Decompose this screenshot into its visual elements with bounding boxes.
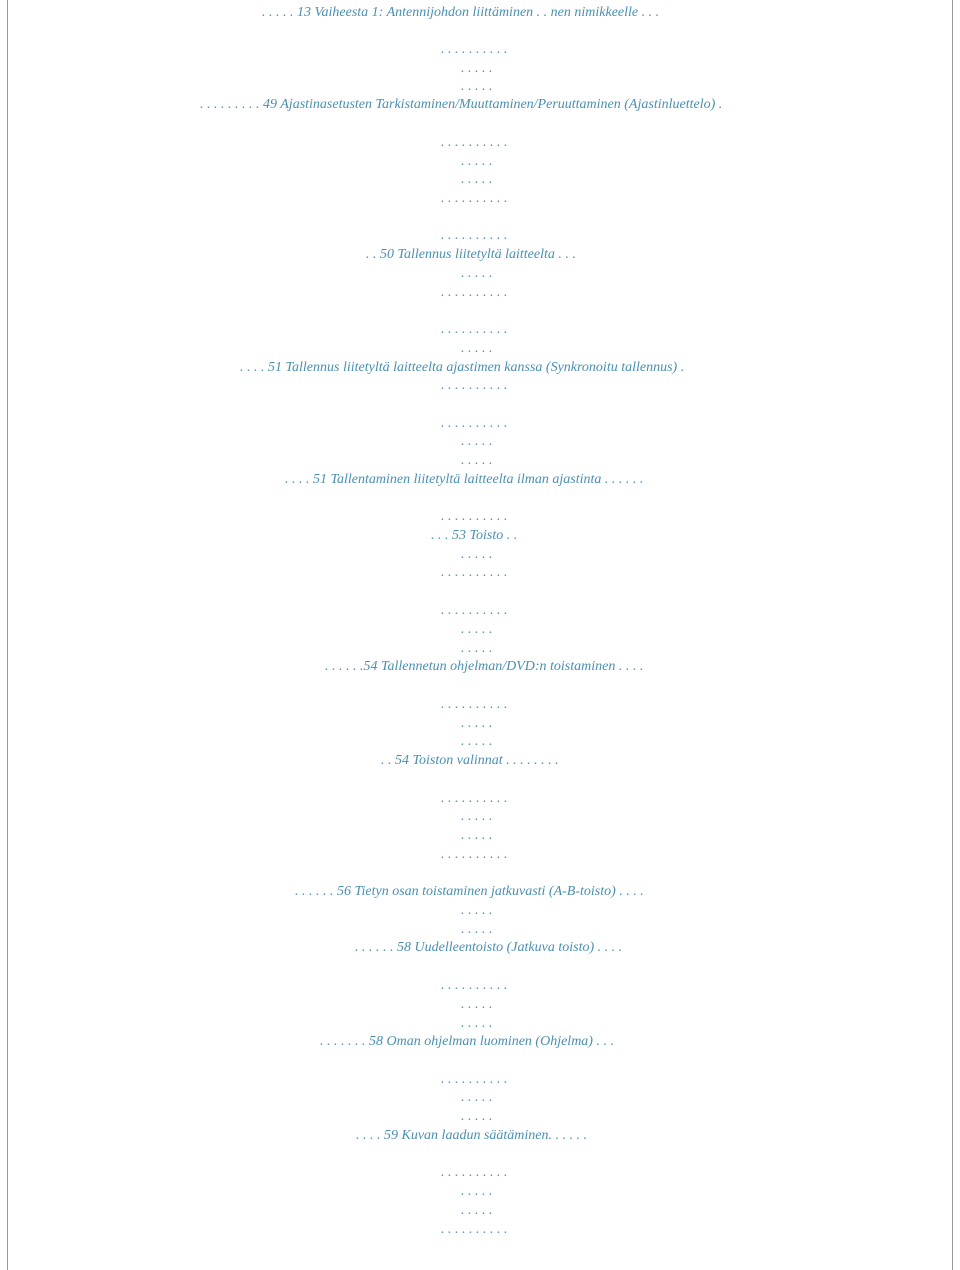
toc-entry: . . . 53 Toisto . .	[431, 528, 518, 543]
toc-dots: . . . . .	[461, 61, 493, 76]
toc-entry: . . 50 Tallennus liitetyltä laitteelta . . .	[366, 247, 576, 262]
toc-entry: . . . . . . . . . 49 Ajastinasetusten Tarkistaminen/Muuttaminen/Peruuttaminen (Ajastinluettelo) .	[200, 97, 723, 112]
toc-dots: . . . . .	[461, 453, 493, 468]
toc-entry: . . . . . . 56 Tietyn osan toistaminen jatkuvasti (A-B-toisto) . . . .	[295, 884, 644, 899]
toc-dots: . . . . . . . . . .	[441, 791, 508, 806]
toc-dots: . . . . . . . . . .	[441, 135, 508, 150]
toc-dots: . . . . .	[461, 641, 493, 656]
toc-entry: . . . . 51 Tallentaminen liitetyltä laitteelta ilman ajastinta . . . . . .	[285, 472, 644, 487]
toc-dots: . . . . .	[461, 1203, 493, 1218]
toc-dots: . . . . . . . . . .	[441, 847, 508, 862]
toc-dots: . . . . .	[461, 341, 493, 356]
toc-dots: . . . . .	[461, 434, 493, 449]
toc-dots: . . . . . . . . . .	[441, 603, 508, 618]
toc-dots: . . . . .	[461, 172, 493, 187]
toc-dots: . . . . .	[461, 734, 493, 749]
toc-entry: . . 54 Toiston valinnat . . . . . . . .	[381, 753, 559, 768]
toc-dots: . . . . . . . . . .	[441, 228, 508, 243]
toc-entry: . . . . . . 58 Uudelleentoisto (Jatkuva toisto) . . . .	[355, 940, 623, 955]
toc-dots: . . . . . . . . . .	[441, 978, 508, 993]
toc-dots: . . . . .	[461, 922, 493, 937]
toc-dots: . . . . .	[461, 1184, 493, 1199]
toc-dots: . . . . .	[461, 828, 493, 843]
toc-dots: . . . . . . . . . .	[441, 509, 508, 524]
toc-entry: . . . . . . . 58 Oman ohjelman luominen (Ohjelma) . . .	[320, 1034, 614, 1049]
toc-dots: . . . . .	[461, 266, 493, 281]
toc-dots: . . . . . . . . . .	[441, 322, 508, 337]
toc-dots: . . . . . . . . . .	[441, 565, 508, 580]
toc-entry: . . . . 51 Tallennus liitetyltä laitteelta ajastimen kanssa (Synkronoitu tallennus) .	[240, 360, 685, 375]
toc-dots: . . . . . . . . . .	[441, 42, 508, 57]
toc-dots: . . . . . . . . . .	[441, 1222, 508, 1237]
toc-dots: . . . . . . . . . .	[441, 191, 508, 206]
toc-dots: . . . . .	[461, 809, 493, 824]
toc-dots: . . . . .	[461, 154, 493, 169]
toc-dots: . . . . . . . . . .	[441, 697, 508, 712]
toc-dots: . . . . . . . . . .	[441, 416, 508, 431]
toc-dots: . . . . . . . . . .	[441, 378, 508, 393]
toc-dots: . . . . .	[461, 903, 493, 918]
toc-dots: . . . . .	[461, 79, 493, 94]
toc-dots: . . . . .	[461, 547, 493, 562]
toc-dots: . . . . .	[461, 716, 493, 731]
toc-entry: . . . . . .54 Tallennetun ohjelman/DVD:n toistaminen . . . .	[325, 659, 644, 674]
toc-dots: . . . . . . . . . .	[441, 1165, 508, 1180]
toc-entry: . . . . . 13 Vaiheesta 1: Antennijohdon liittäminen . . nen nimikkeelle . . .	[262, 5, 660, 20]
toc-dots: . . . . .	[461, 997, 493, 1012]
toc-entry: . . . . 59 Kuvan laadun säätäminen. . . . . .	[356, 1128, 587, 1143]
toc-dots: . . . . . . . . . .	[441, 285, 508, 300]
toc-dots: . . . . .	[461, 1109, 493, 1124]
toc-dots: . . . . .	[461, 1016, 493, 1031]
toc-dots: . . . . . . . . . .	[441, 1072, 508, 1087]
toc-dots: . . . . .	[461, 1090, 493, 1105]
toc-dots: . . . . .	[461, 622, 493, 637]
